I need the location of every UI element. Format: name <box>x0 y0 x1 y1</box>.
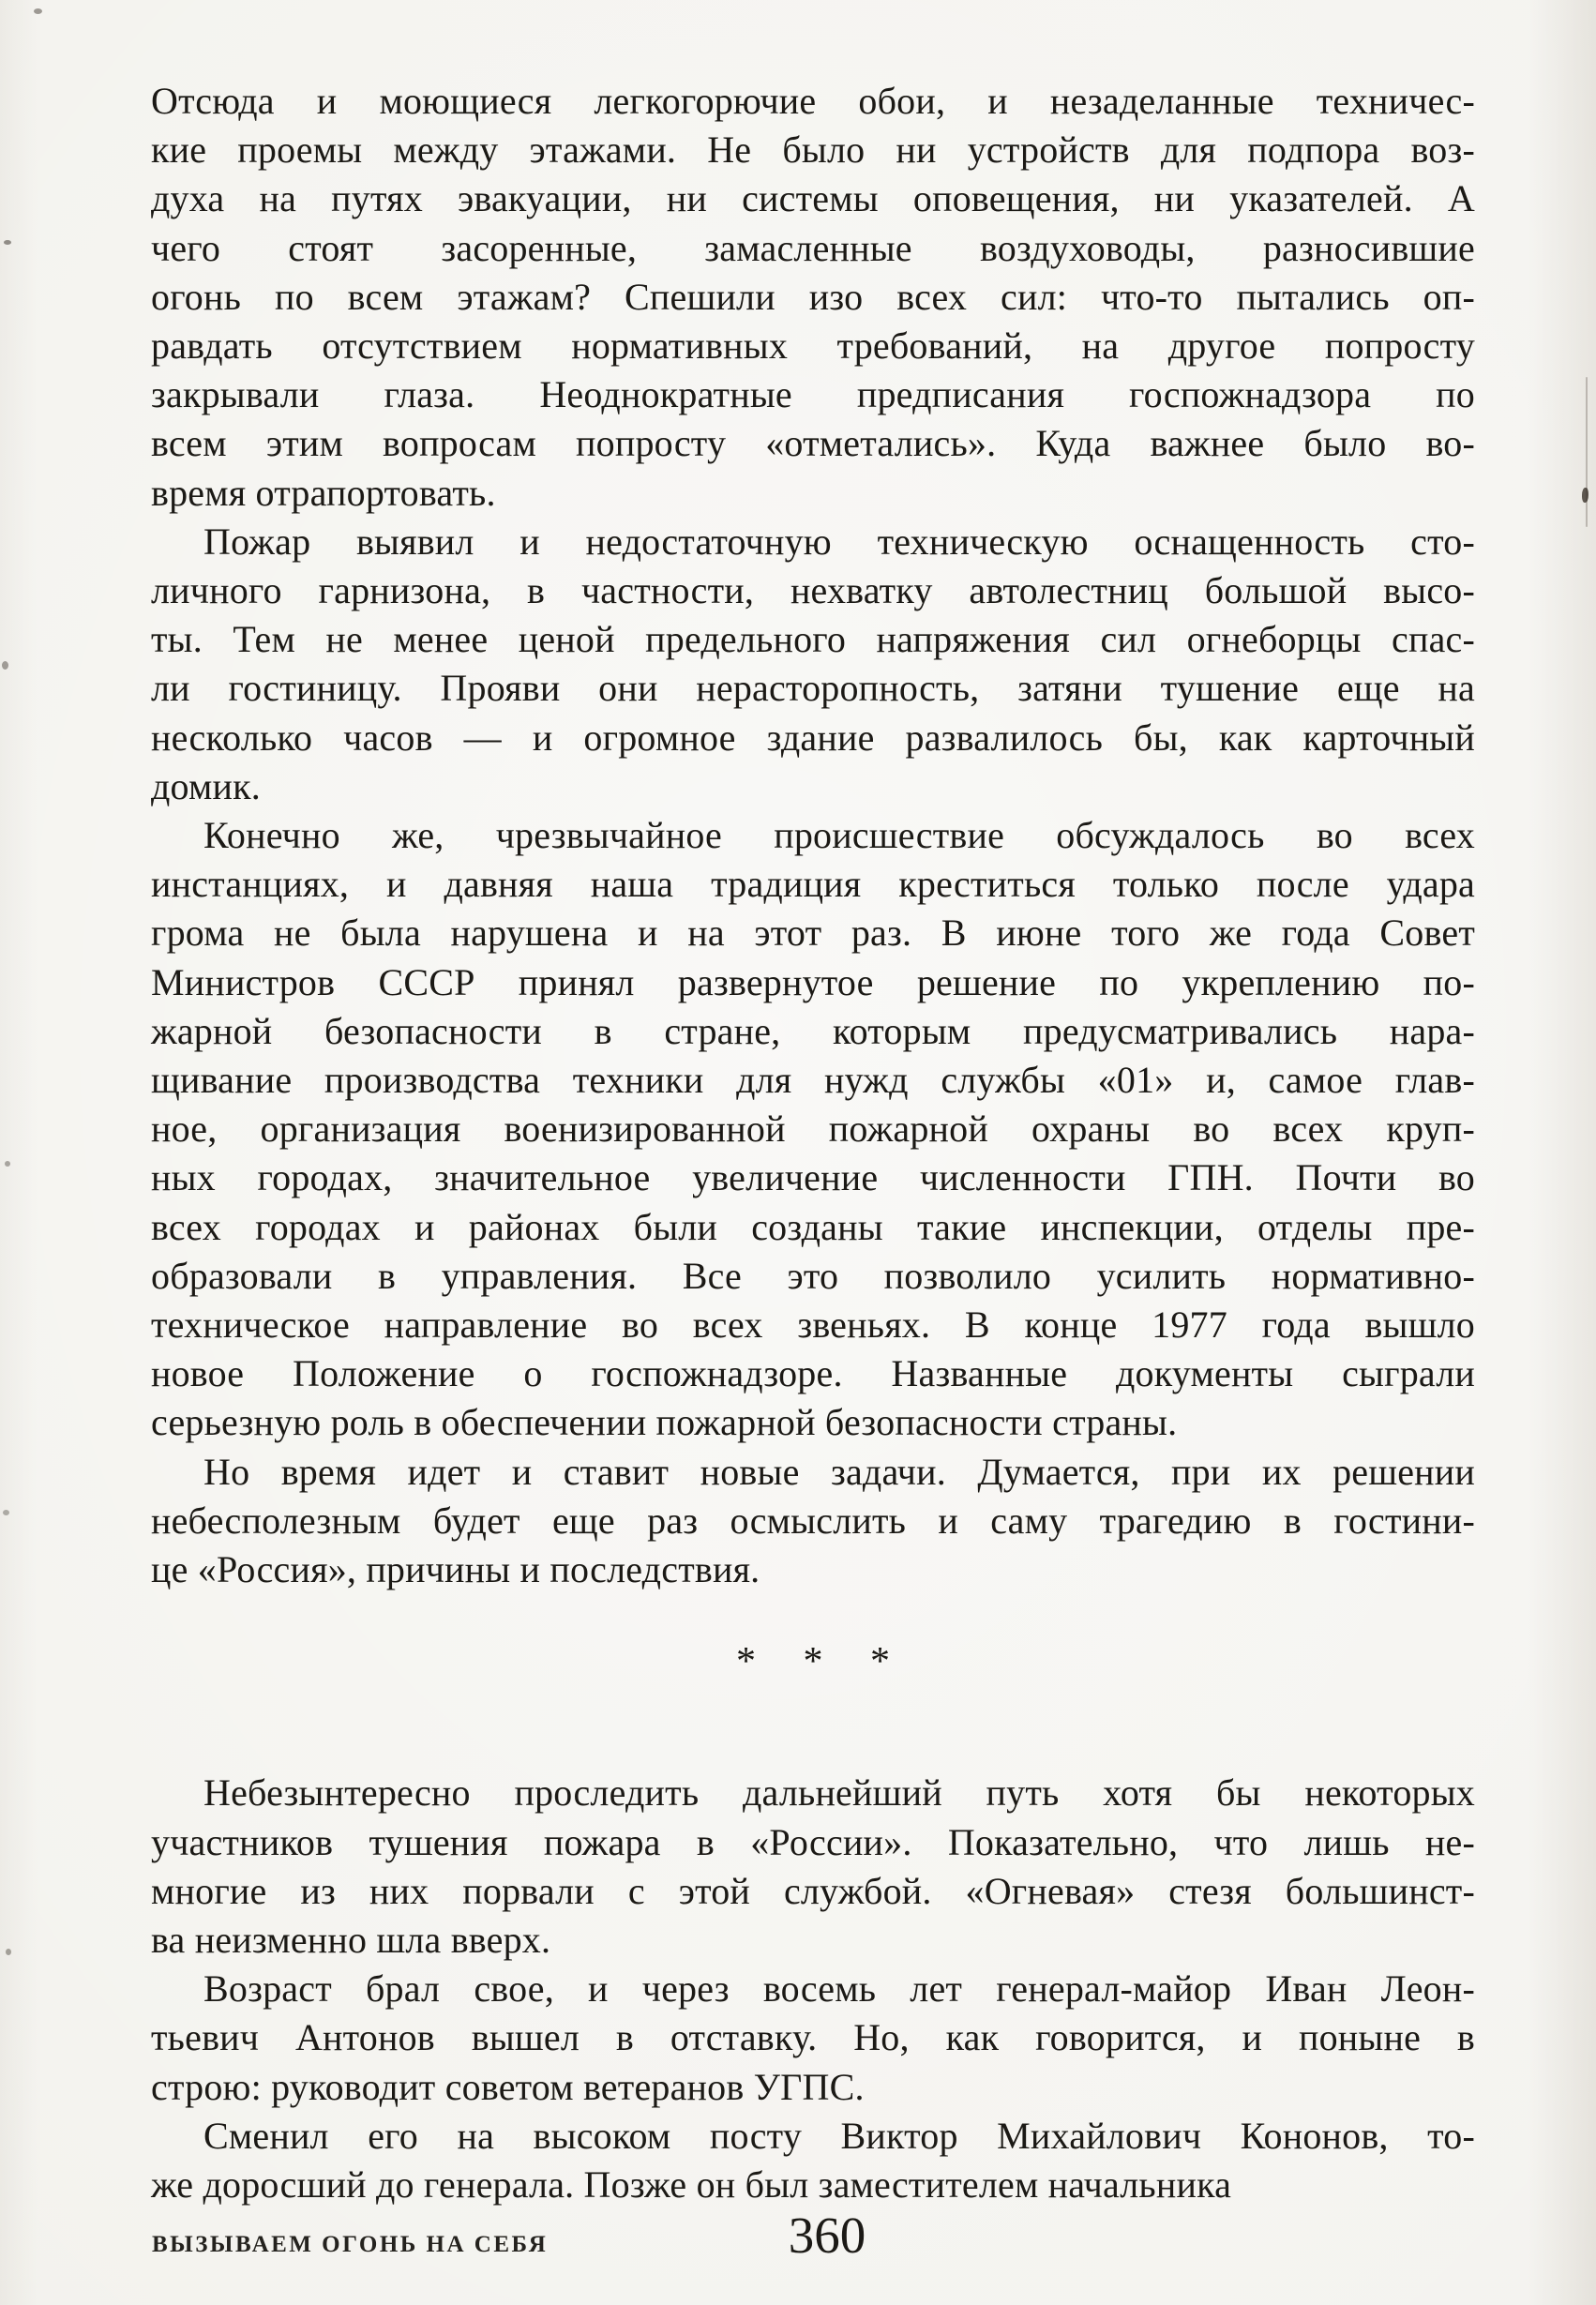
text-line: чего стоят засоренные, замасленные воздуховоды, разносившие <box>151 226 1475 269</box>
body-text <box>151 77 1475 2209</box>
text-line: всех городах и районах были созданы такие инспекции, отделы пре- <box>151 1205 1475 1248</box>
paragraph <box>151 1448 1475 1595</box>
text-line: серьезную роль в обеспечении пожарной безопасности страны. <box>151 1401 1178 1444</box>
text-line: Возраст брал свое, и через восемь лет генерал-майор Иван Леон- <box>203 1967 1475 2011</box>
paragraph <box>151 77 1475 518</box>
text-line: ва неизменно шла вверх. <box>151 1918 551 1961</box>
text-line: небесполезным будет еще раз осмыслить и саму трагедию в гостини- <box>151 1499 1475 1542</box>
text-line: техническое направление во всех звеньях. В конце 1977 года вышло <box>151 1303 1475 1347</box>
text-line: закрывали глаза. Неоднократные предписания госпожнадзора по <box>151 373 1475 416</box>
scan-artifact <box>4 240 11 245</box>
text-line: грома не была нарушена и на этот раз. В июне того же года Совет <box>151 911 1475 955</box>
text-line: инстанциях, и давняя наша традиция креститься только после удара <box>151 863 1475 906</box>
text-line: Небезынтересно проследить дальнейший путь хотя бы некоторых <box>203 1771 1475 1815</box>
scan-artifact <box>3 1510 9 1515</box>
text-line: ных городах, значительное увеличение численности ГПН. Почти во <box>151 1156 1475 1199</box>
scan-artifact <box>5 1161 10 1167</box>
text-line: Пожар выявил и недостаточную техническую оснащенность сто- <box>203 520 1475 563</box>
text-line: личного гарнизона, в частности, нехватку автолестниц большой высо- <box>151 569 1475 612</box>
text-line: тьевич Антонов вышел в отставку. Но, как говорится, и поныне в <box>151 2016 1475 2059</box>
text-line: участников тушения пожара в «России». Показательно, что лишь не- <box>151 1820 1475 1863</box>
text-line: домик. <box>151 764 261 807</box>
paragraph <box>151 811 1475 1448</box>
scan-artifact <box>1582 488 1588 503</box>
text-line: щивание производства техники для нужд службы «01» и, самое глав- <box>151 1059 1475 1102</box>
text-line: це «Россия», причины и последствия. <box>151 1548 760 1591</box>
text-line: всем этим вопросам попросту «отметались». Куда важнее было во- <box>151 422 1475 465</box>
text-line: образовали в управления. Все это позволило усилить нормативно- <box>151 1254 1475 1297</box>
running-title: ВЫЗЫВАЕМ ОГОНЬ НА СЕБЯ <box>152 2232 549 2257</box>
section-separator: * * * <box>736 1640 909 1684</box>
scan-artifact <box>6 1949 11 1955</box>
text-line: ное, организация военизированной пожарной охраны во всех круп- <box>151 1107 1475 1151</box>
text-line: жарной безопасности в стране, которым предусматривались нара- <box>151 1009 1475 1052</box>
text-line: духа на путях эвакуации, ни системы оповещения, ни указателей. А <box>151 177 1475 220</box>
text-line: ли гостиницу. Прояви они нерасторопность, затяни тушение еще на <box>151 667 1475 710</box>
text-line: огонь по всем этажам? Спешили изо всех сил: что-то пытались оп- <box>151 275 1475 318</box>
text-line: строю: руководит советом ветеранов УГПС. <box>151 2065 865 2108</box>
text-line: многие из них порвали с этой службой. «Огневая» стезя большинст- <box>151 1869 1475 1912</box>
text-line: Но время идет и ставит новые задачи. Думается, при их решении <box>203 1450 1475 1493</box>
text-line: время отрапортовать. <box>151 471 496 514</box>
text-line: несколько часов — и огромное здание развалилось бы, как карточный <box>151 716 1475 759</box>
page-number: 360 <box>788 2207 866 2264</box>
scan-artifact <box>34 8 42 14</box>
text-line: Сменил его на высоком посту Виктор Михайлович Кононов, то- <box>203 2114 1475 2157</box>
paragraph <box>151 1965 1475 2112</box>
text-line: Конечно же, чрезвычайное происшествие обсуждалось во всех <box>203 814 1475 857</box>
text-line: равдать отсутствием нормативных требований, на другое попросту <box>151 324 1475 368</box>
text-line: ты. Тем не менее ценой предельного напряжения сил огнеборцы спас- <box>151 618 1475 661</box>
paragraph <box>151 1769 1475 1965</box>
text-line: Отсюда и моющиеся легкогорючие обои, и незаделанные техничес- <box>151 80 1475 122</box>
text-line: Министров СССР принял развернутое решение по укреплению по- <box>151 960 1475 1003</box>
scan-artifact <box>2 661 8 670</box>
text-line: кие проемы между этажами. Не было ни устройств для подпора воз- <box>151 128 1475 172</box>
page-footer <box>0 2206 1596 2271</box>
text-line: же доросший до генерала. Позже он был заместителем начальника <box>151 2162 1232 2206</box>
paragraph <box>151 2112 1475 2209</box>
text-line: новое Положение о госпожнадзоре. Названные документы сыграли <box>151 1352 1475 1395</box>
paragraph <box>151 518 1475 811</box>
separator-gap <box>151 1686 1475 1769</box>
scan-artifact <box>1586 377 1588 527</box>
